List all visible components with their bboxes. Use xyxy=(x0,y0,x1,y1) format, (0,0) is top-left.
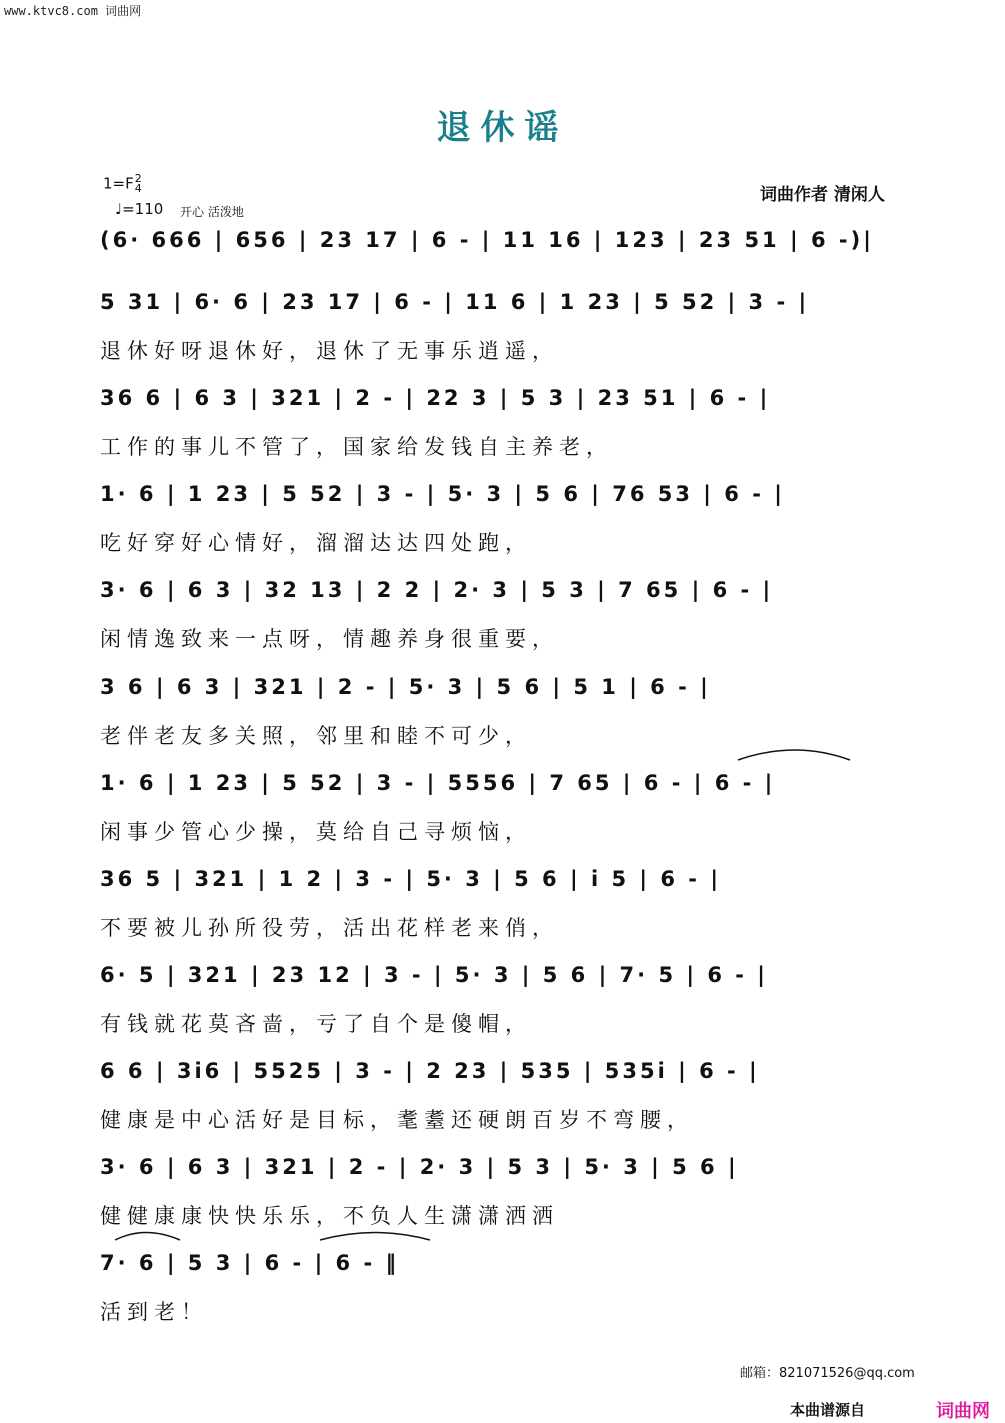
lyric-line: 闲情逸致来一点呀，情趣养身很重要， xyxy=(100,627,559,651)
notation-line: 1· 6 | 1 23 | 5 52 | 3 - | 5556 | 7 65 | 6 - | 6 - | xyxy=(100,771,776,795)
lyric-line: 健康是中心活好是目标，耄耋还硬朗百岁不弯腰， xyxy=(100,1108,694,1132)
notation-line: 36 5 | 321 | 1 2 | 3 - | 5· 3 | 5 6 | i 5 | 6 - | xyxy=(100,867,721,891)
notation-line: (6· 666 | 656 | 23 17 | 6 - | 11 16 | 123 | 23 51 | 6 -)| xyxy=(100,228,874,252)
notation-line: 1· 6 | 1 23 | 5 52 | 3 - | 5· 3 | 5 6 | 76 53 | 6 - | xyxy=(100,482,785,506)
song-title: 退休谣 xyxy=(436,108,569,148)
notation-line: 7· 6 | 5 3 | 6 - | 6 - ‖ xyxy=(100,1251,400,1275)
tie-arc xyxy=(320,1233,430,1241)
lyric-line: 退休好呀退休好，退休了无事乐逍遥， xyxy=(100,339,559,363)
lyric-line: 老伴老友多关照，邻里和睦不可少， xyxy=(100,724,532,748)
tie-arc xyxy=(738,750,850,760)
quarter-note-icon: ♩ xyxy=(115,200,123,218)
time-denominator: 4 xyxy=(134,182,142,195)
lyric-line: 健健康康快快乐乐，不负人生潇潇洒洒 xyxy=(100,1204,559,1228)
notation-line: 5 31 | 6· 6 | 23 17 | 6 - | 11 6 | 1 23 | 5 52 | 3 - | xyxy=(100,290,810,314)
lyric-line: 闲事少管心少操，莫给自己寻烦恼， xyxy=(100,820,532,844)
tempo-value: =110 xyxy=(122,200,164,218)
notation-line: 3· 6 | 6 3 | 32 13 | 2 2 | 2· 3 | 5 3 | 7 65 | 6 - | xyxy=(100,578,774,602)
lyric-line: 活到老！ xyxy=(100,1300,208,1324)
lyric-line: 吃好穿好心情好，溜溜达达四处跑， xyxy=(100,531,532,555)
site-logo: 词曲网 xyxy=(936,1401,990,1422)
author-credit: 词曲作者 清闲人 xyxy=(760,185,885,205)
time-numerator: 2 xyxy=(134,172,142,185)
notation-line: 3· 6 | 6 3 | 321 | 2 - | 2· 3 | 5 3 | 5· 3 | 5 6 | xyxy=(100,1155,739,1179)
notation-line: 36 6 | 6 3 | 321 | 2 - | 22 3 | 5 3 | 23 51 | 6 - | xyxy=(100,386,771,410)
source-label: 本曲谱源自 xyxy=(790,1401,866,1419)
mood-marking: 开心 活泼地 xyxy=(180,205,244,219)
lyric-line: 不要被儿孙所役劳，活出花样老来俏， xyxy=(100,916,559,940)
notation-line: 3 6 | 6 3 | 321 | 2 - | 5· 3 | 5 6 | 5 1 | 6 - | xyxy=(100,675,711,699)
lyric-line: 工作的事儿不管了，国家给发钱自主养老， xyxy=(100,435,613,459)
key-label: 1=F xyxy=(103,174,134,193)
site-watermark: www.ktvc8.com 词曲网 xyxy=(4,4,142,18)
tie-arc xyxy=(115,1233,180,1241)
contact-email: 邮箱：821071526@qq.com xyxy=(740,1366,915,1381)
lyric-line: 有钱就花莫吝啬，亏了自个是傻帽， xyxy=(100,1012,532,1036)
notation-line: 6 6 | 3i6 | 5525 | 3 - | 2 23 | 535 | 535i | 6 - | xyxy=(100,1059,760,1083)
notation-line: 6· 5 | 321 | 23 12 | 3 - | 5· 3 | 5 6 | 7· 5 | 6 - | xyxy=(100,963,768,987)
